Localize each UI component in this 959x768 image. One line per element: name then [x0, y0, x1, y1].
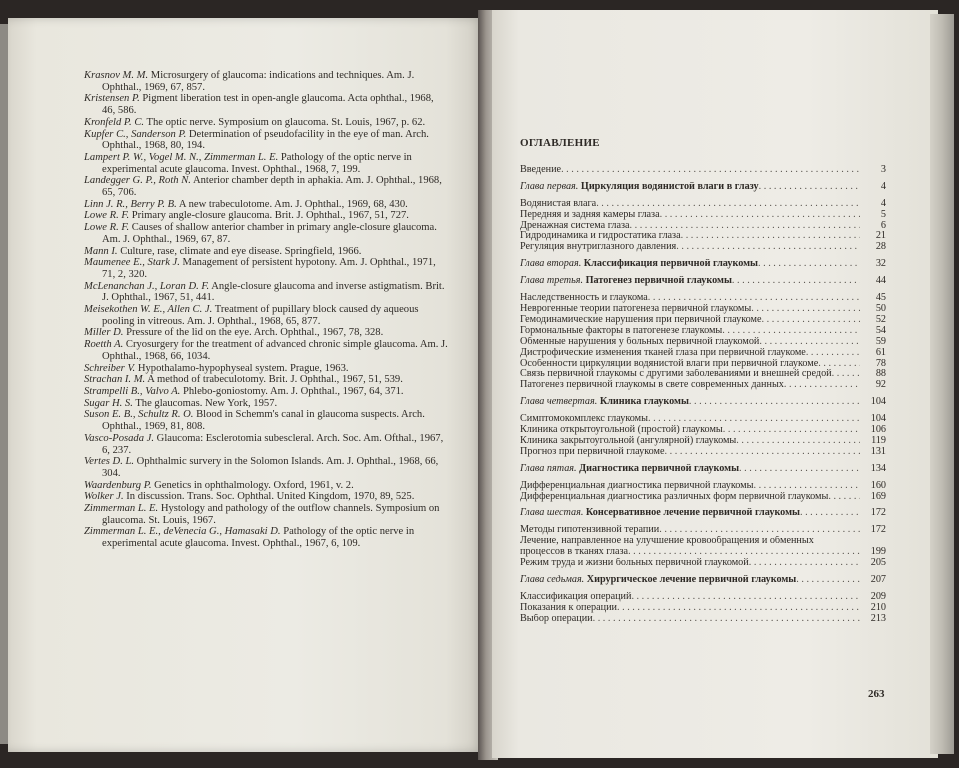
reference-author: Mann I. — [84, 245, 118, 257]
reference-entry — [84, 129, 449, 152]
toc-item-text: Гемодинамические нарушения при первичной глаукоме — [520, 314, 762, 325]
toc-item — [520, 326, 886, 337]
reference-author: Waardenburg P. — [84, 479, 152, 491]
toc-page-number: 28 — [875, 241, 886, 253]
chapter-label: Глава вторая. — [520, 259, 582, 270]
reference-entry — [84, 175, 449, 198]
reference-entry — [84, 503, 449, 526]
toc-item-text: Введение — [520, 164, 562, 175]
reference-entry — [84, 433, 449, 456]
toc-page-number: 104 — [870, 396, 886, 408]
reference-entry — [84, 526, 449, 549]
reference-author: Lowe R. F. — [84, 210, 130, 222]
reference-entry — [84, 409, 449, 432]
reference-entry — [84, 398, 449, 410]
right-page-stack — [930, 14, 954, 754]
toc-page-number: 172 — [870, 524, 886, 536]
toc-page-number: 44 — [875, 275, 886, 287]
reference-author: Landegger G. P., Roth N. — [84, 175, 191, 187]
toc-item-text: Гидродинамика и гидростатика глаза — [520, 231, 681, 242]
reference-entry — [84, 257, 449, 280]
toc-page-number: 106 — [870, 424, 886, 436]
toc-page-number: 131 — [870, 445, 886, 457]
reference-list — [84, 70, 449, 550]
toc-item-text: Водянистая влага — [520, 198, 597, 209]
chapter-label: Глава седьмая. — [520, 575, 585, 585]
reference-text: Anterior chamber depth in aphakia. Am. J. Ophthal., 1968, 65, 706. — [102, 175, 442, 199]
toc-item-text: Показания к операции — [520, 602, 617, 613]
chapter-label: Глава третья. — [520, 276, 584, 287]
toc-item — [520, 536, 886, 558]
reference-author: Vertes D. L. — [84, 456, 135, 468]
reference-text: Pigment liberation test in open-angle glaucoma. Acta ophthal., 1968, 46, 586. — [102, 93, 434, 117]
toc-item — [520, 525, 886, 536]
reference-author: Kupfer C., Sanderson P. — [84, 128, 187, 140]
toc-item-text: Клиника открытоугольной (простой) глаукомы — [520, 425, 723, 436]
toc-item-text: Режим труда и жизни больных первичной глаукомой — [520, 558, 749, 569]
toc-item-text: Особенности циркуляции водянистой влаги при первичной глаукоме — [520, 358, 819, 369]
reference-text: Hystology and pathology of the outflow channels. Symposium on glaucoma. St. Louis, 1967. — [102, 503, 440, 526]
reference-text: Primary angle-closure glaucoma. Brit. J. Ophthal., 1967, 51, 727. — [129, 210, 409, 222]
toc-chapter — [520, 575, 886, 586]
reference-entry — [84, 363, 449, 375]
toc-item — [520, 337, 886, 348]
reference-text: Blood in Schemm's canal in glaucoma suspects. Arch. Ophthal., 1969, 81, 808. — [102, 409, 425, 433]
chapter-title: Клиника глаукомы — [597, 397, 689, 408]
toc-item-text: Патогенез первичной глаукомы в свете современных данных — [520, 380, 784, 391]
reference-entry — [84, 327, 449, 339]
reference-text: Cryosurgery for the treatment of advanced chronic simple glaucoma. Am. J. Ophthal., 1968, 66, 1034. — [102, 339, 448, 362]
reference-author: Kronfeld P. C. — [84, 116, 145, 128]
reference-text: Pathology of the optic nerve in experimental acute glaucoma. Invest. Ophthal., 1968, 7, 199. — [102, 151, 412, 175]
toc-item — [520, 614, 886, 625]
reference-text: Genetics in ophthalmology. Oxford, 1961, v. 2. — [151, 479, 354, 491]
page-number: 263 — [868, 688, 885, 700]
reference-author: Roetth A. — [84, 339, 124, 351]
toc-item-text: Регуляция внутриглазного давления — [520, 242, 677, 253]
toc-page-number: 61 — [875, 346, 886, 358]
toc-item-text: Методы гипотензивной терапии — [520, 525, 660, 536]
reference-text: The optic nerve. Symposium on glaucoma. St. Louis, 1967, p. 62. — [144, 116, 426, 128]
reference-author: Wolker J. — [84, 491, 124, 503]
chapter-title: Классификация первичной глаукомы — [581, 259, 759, 270]
toc-chapter — [520, 276, 886, 287]
reference-entry — [84, 152, 449, 175]
toc-page-number: 3 — [880, 163, 886, 175]
toc-item — [520, 592, 886, 603]
reference-text: Ophthalmic survery in the Solomon Islands. Am. J. Ophthal., 1968, 66, 304. — [102, 456, 439, 479]
toc-item — [520, 603, 886, 614]
reference-author: Vasco-Posada J. — [84, 432, 155, 444]
reference-text: Hypothalamo-hypophyseal system. Prague, 1963. — [135, 362, 349, 374]
toc-page-number: 169 — [870, 490, 886, 502]
toc-page-number: 104 — [870, 413, 886, 425]
reference-author: Sugar H. S. — [84, 397, 133, 409]
reference-author: Schreiber V. — [84, 362, 136, 374]
reference-entry — [84, 222, 449, 245]
toc-item-text: Классификация операций — [520, 591, 632, 602]
toc-item-text: Дистрофические изменения тканей глаза при первичной глаукоме — [520, 347, 806, 358]
toc-page-number: 207 — [870, 574, 886, 585]
toc-page-number: 213 — [870, 612, 886, 624]
reference-text: A new trabeculotome. Am. J. Ophthal., 1969, 68, 430. — [176, 198, 408, 210]
toc-chapter — [520, 397, 886, 408]
chapter-label: Глава пятая. — [520, 463, 577, 474]
reference-text: Causes of shallow anterior chamber in primary angle-closure glaucoma. Am. J. Ophthal., 1969, 67, 87. — [102, 222, 437, 245]
reference-text: Glaucoma: Esclerotomia subescleral. Arch. Soc. Am. Ofthal., 1967, 6, 237. — [102, 432, 444, 456]
chapter-title: Консервативное лечение первичной глаукомы — [583, 508, 800, 519]
reference-text: Culture, rase, climate and eye disease. Springfield, 1966. — [117, 245, 362, 257]
toc-page-number: 199 — [870, 546, 886, 558]
reference-text: In discussion. Trans. Soc. Ophthal. United Kingdom, 1970, 89, 525. — [123, 491, 415, 503]
toc-page-number: 50 — [875, 302, 886, 314]
toc-item — [520, 242, 886, 253]
reference-text: Treatment of pupillary block caused dy aqueous pooling in vitreous. Am. J. Ophthal., 1968, 65, 877. — [102, 304, 419, 327]
reference-text: Angle-closure glaucoma and inverse astigmatism. Brit. J. Ophthal., 1967, 51, 441. — [102, 280, 445, 304]
toc-page-number: 210 — [870, 601, 886, 613]
reference-text: Phlebo-goniostomy. Am. J. Ophthal., 1967, 64, 371. — [180, 385, 404, 397]
chapter-label: Глава первая. — [520, 181, 579, 192]
table-of-contents — [520, 138, 886, 625]
reference-entry — [84, 374, 449, 386]
reference-entry — [84, 386, 449, 398]
reference-entry — [84, 117, 449, 129]
toc-item — [520, 492, 886, 503]
reference-text: Determination of pseudofacility in the eye of man. Arch. Ophthal., 1968, 80, 194. — [102, 128, 429, 152]
reference-author: Kristensen P. — [84, 93, 140, 105]
reference-entry — [84, 491, 449, 503]
toc-page-number: 205 — [870, 557, 886, 569]
reference-entry — [84, 281, 449, 304]
chapter-title: Циркуляция водянистой влаги в глазу — [578, 181, 759, 192]
toc-page-number: 45 — [875, 292, 886, 304]
toc-item-text: Дренажная система глаза — [520, 220, 630, 231]
toc-page-number: 4 — [880, 197, 886, 209]
toc-item — [520, 558, 886, 569]
chapter-label: Глава шестая. — [520, 508, 584, 519]
reference-text: Pathology of the optic nerve in experimental acute glaucoma. Invest. Ophthal., 1967, 6, 109. — [102, 526, 415, 550]
toc-item — [520, 210, 886, 221]
toc-item — [520, 380, 886, 391]
toc-item-text: Дифференциальная диагностика различных форм первичной глаукомы — [520, 491, 829, 502]
toc-item — [520, 369, 886, 380]
toc-item — [520, 436, 886, 447]
reference-author: Miller D. — [84, 327, 124, 339]
reference-author: Lowe R. F. — [84, 222, 130, 234]
reference-author: Suson E. B., Schultz R. O. — [84, 409, 194, 421]
toc-item — [520, 293, 886, 304]
toc-chapter — [520, 259, 886, 270]
toc-item — [520, 315, 886, 326]
toc-chapter — [520, 464, 886, 475]
reference-entry — [84, 70, 449, 93]
toc-page-number: 119 — [871, 434, 886, 446]
toc-item-text: Гормональные факторы в патогенезе глаукомы — [520, 325, 723, 336]
reference-author: Strampelli B., Valvo A. — [84, 385, 181, 397]
reference-entry — [84, 304, 449, 327]
reference-text: The glaucomas. New York, 1957. — [132, 397, 278, 409]
toc-page-number: 134 — [870, 462, 886, 474]
reference-text: A method of trabeculotomy. Brit. J. Ophthal., 1967, 51, 539. — [145, 374, 403, 386]
reference-entry — [84, 210, 449, 222]
toc-item-text: Связь первичной глаукомы с другими заболеваниями и внешней средой — [520, 369, 832, 380]
toc-page-number: 5 — [880, 208, 886, 220]
toc-item — [520, 481, 886, 492]
toc-item-text: Передняя и задняя камеры глаза — [520, 209, 660, 220]
chapter-title: Хирургическое лечение первичной глаукомы — [584, 575, 797, 585]
toc-item — [520, 359, 886, 370]
toc-item-text: Клиника закрытоугольной (ангулярной) глаукомы — [520, 435, 737, 446]
toc-page-number: 88 — [875, 368, 886, 380]
toc-page-number: 21 — [875, 230, 886, 242]
toc-item — [520, 304, 886, 315]
toc-page-number: 52 — [875, 313, 886, 325]
reference-author: Zimmerman L. E., deVenecia G., Hamasaki D. — [84, 526, 281, 538]
toc-item-text: Лечение, направленное на улучшение кровообращения и обменных процессов в тканях глаза — [520, 536, 814, 558]
toc-item — [520, 165, 886, 176]
toc-item-text: Выбор операции — [520, 613, 593, 624]
toc-page-number: 78 — [875, 357, 886, 369]
toc-item-text: Прогноз при первичной глаукоме — [520, 446, 665, 457]
reference-text: Microsurgery of glaucoma: indications and techniques. Am. J. Ophthal., 1969, 67, 857. — [102, 70, 415, 93]
reference-author: Linn J. R., Berry P. B. — [84, 198, 177, 210]
toc-page-number: 172 — [870, 507, 886, 519]
toc-item-text: Дифференциальная диагностика первичной глаукомы — [520, 480, 754, 491]
toc-page-number: 4 — [880, 180, 886, 192]
reference-author: Strachan I. M. — [84, 374, 146, 386]
chapter-label: Глава четвертая. — [520, 397, 598, 408]
toc-chapter — [520, 508, 886, 519]
toc-item-text: Обменные нарушения у больных первичной глаукомой — [520, 336, 760, 347]
reference-entry — [84, 199, 449, 211]
toc-chapter — [520, 182, 886, 193]
toc-item-text: Неврогенные теории патогенеза первичной глаукомы — [520, 303, 752, 314]
chapter-title: Патогенез первичной глаукомы — [583, 276, 732, 287]
reference-entry — [84, 246, 449, 258]
toc-item — [520, 425, 886, 436]
reference-author: Zimmerman L. E. — [84, 503, 159, 515]
chapter-title: Диагностика первичной глаукомы — [576, 463, 740, 474]
toc-item — [520, 447, 886, 458]
toc-item — [520, 221, 886, 232]
reference-text: Pressure of the lid on the eye. Arch. Ophthal., 1967, 78, 328. — [123, 327, 384, 339]
toc-item — [520, 199, 886, 210]
toc-entries — [520, 165, 886, 625]
reference-entry — [84, 480, 449, 492]
reference-text: Management of persistent hypotony. Am. J. Ophthal., 1971, 71, 2, 320. — [102, 257, 436, 280]
toc-item — [520, 348, 886, 359]
toc-page-number: 92 — [875, 379, 886, 391]
toc-page-number: 6 — [880, 219, 886, 231]
reference-author: Krasnov M. M. — [84, 70, 149, 81]
toc-item-text: Симптомокомплекс глаукомы — [520, 414, 648, 425]
toc-item — [520, 414, 886, 425]
toc-item-text: Наследственность и глаукома — [520, 293, 648, 304]
toc-item — [520, 231, 886, 242]
reference-author: Lampert P. W., Vogel M. N., Zimmerman L. E. — [84, 151, 279, 163]
reference-entry — [84, 456, 449, 479]
toc-page-number: 32 — [875, 258, 886, 270]
toc-page-number: 54 — [875, 324, 886, 336]
reference-author: McLenanchan J., Loran D. F. — [84, 280, 210, 292]
reference-author: Meisekothen W. E., Allen C. J. — [84, 304, 213, 316]
toc-title: ОГЛАВЛЕНИЕ — [520, 137, 600, 149]
reference-author: Maumenee E., Stark J. — [84, 257, 180, 269]
toc-page-number: 160 — [870, 479, 886, 491]
reference-entry — [84, 339, 449, 362]
toc-page-number: 209 — [870, 590, 886, 602]
toc-page-number: 59 — [875, 335, 886, 347]
reference-entry — [84, 93, 449, 116]
